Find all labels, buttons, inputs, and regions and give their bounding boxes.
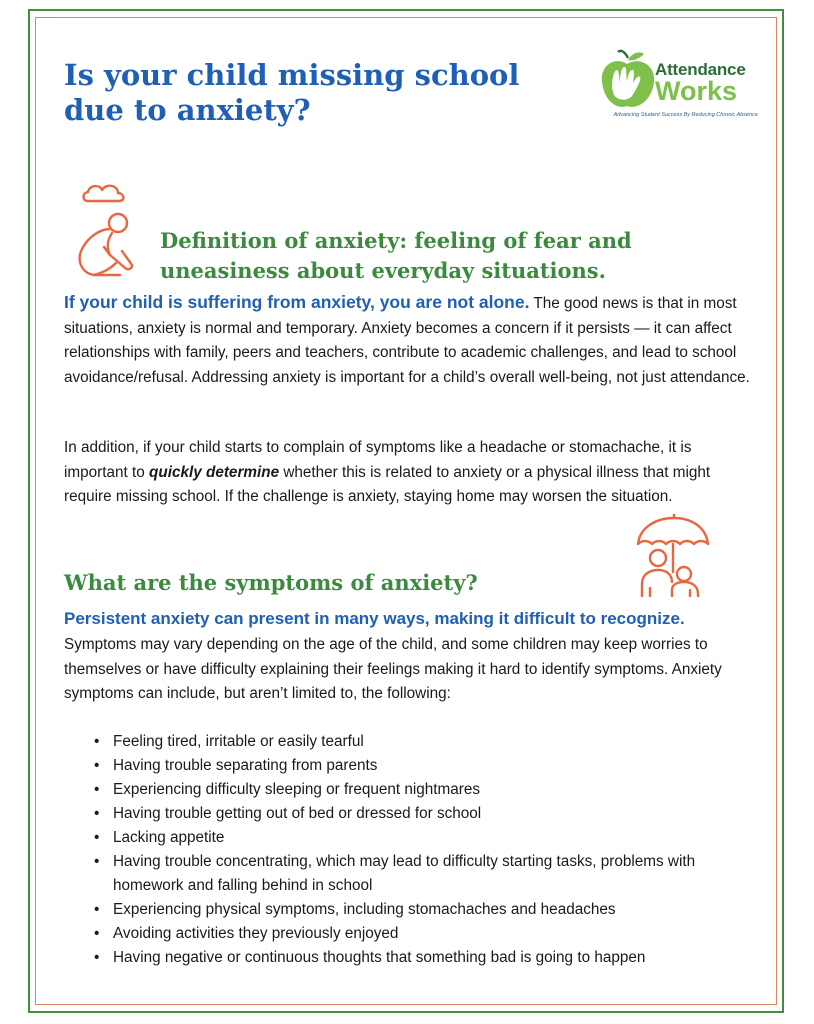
umbrella-parent-child-icon [628,514,716,600]
bullet-icon: • [94,805,100,822]
list-item-text: Lacking appetite [113,829,225,846]
symptoms-heading: What are the symptoms of anxiety? [64,570,478,595]
list-item [93,802,753,826]
bullet-icon: • [94,757,100,774]
bullet-icon: • [94,733,100,750]
list-item [93,754,753,778]
bullet-icon: • [94,901,100,918]
bullet-icon: • [94,829,100,846]
bullet-icon: • [94,949,100,966]
list-item [93,730,753,754]
definition-heading: Definition of anxiety: feeling of fear and uneasiness about everyday situations. [160,228,632,283]
determine-paragraph [64,436,754,510]
person-worried-cloud-icon [66,175,156,285]
list-item-text: Having trouble separating from parents [113,757,378,774]
determine-paragraph-after: whether this is related to anxiety or a physical illness that might require missing school. If the challenge is anxiety, staying home may worsen the situation. [64,463,711,505]
list-item-text: Avoiding activities they previously enjoyed [113,925,399,942]
list-item [93,850,753,898]
list-item-text: Experiencing difficulty sleeping or frequent nightmares [113,781,481,798]
determine-paragraph-before: In addition, if your child starts to complain of symptoms like a headache or stomachache, it is important to [64,439,692,481]
bullet-icon: • [94,781,100,798]
page-title: Is your child missing school due to anxiety? [64,58,520,127]
list-item-text: Feeling tired, irritable or easily tearful [113,733,364,750]
logo-name-line1: Attendance [655,60,746,79]
logo-name-line2: Works [655,76,738,106]
list-item-text: Having trouble concentrating, which may lead to difficulty starting tasks, problems with homework and falling behind in school [113,853,696,894]
list-item [93,826,753,850]
bullet-icon: • [94,853,100,870]
symptoms-list [93,730,753,970]
logo-tagline: Advancing Student Success By Reducing Chronic Absence [613,112,758,118]
list-item [93,778,753,802]
bullet-icon: • [94,925,100,942]
list-item [93,898,753,922]
list-item [93,946,753,970]
list-item-text: Having negative or continuous thoughts that something bad is going to happen [113,949,646,966]
definition-paragraph-body: The good news is that in most situations, anxiety is normal and temporary. Anxiety becomes a concern if it persists — it can affect relationships with family, peers and teachers, contribute to academic challenges, and lead to school avoidance/refusal. Addressing anxiety is important for a child’s overall well-being, not just attendance. [64,295,750,386]
list-item [93,922,753,946]
definition-lead: If your child is suffering from anxiety, you are not alone. [64,292,530,312]
attendance-works-logo [598,48,758,122]
symptoms-lead: Persistent anxiety can present in many ways, making it difficult to recognize. [64,609,685,628]
determine-emphasis: quickly determine [149,463,280,481]
list-item-text: Experiencing physical symptoms, including stomachaches and headaches [113,901,616,918]
apple-hand-logo-icon [598,48,658,112]
definition-paragraph [64,290,754,390]
symptoms-paragraph: Symptoms may vary depending on the age of the child, and some children may keep worries to themselves or have difficulty explaining their feelings making it hard to identify symptoms. Anxiety symptoms can include, but aren’t limited to, the following: [64,636,722,702]
list-item-text: Having trouble getting out of bed or dressed for school [113,805,482,822]
